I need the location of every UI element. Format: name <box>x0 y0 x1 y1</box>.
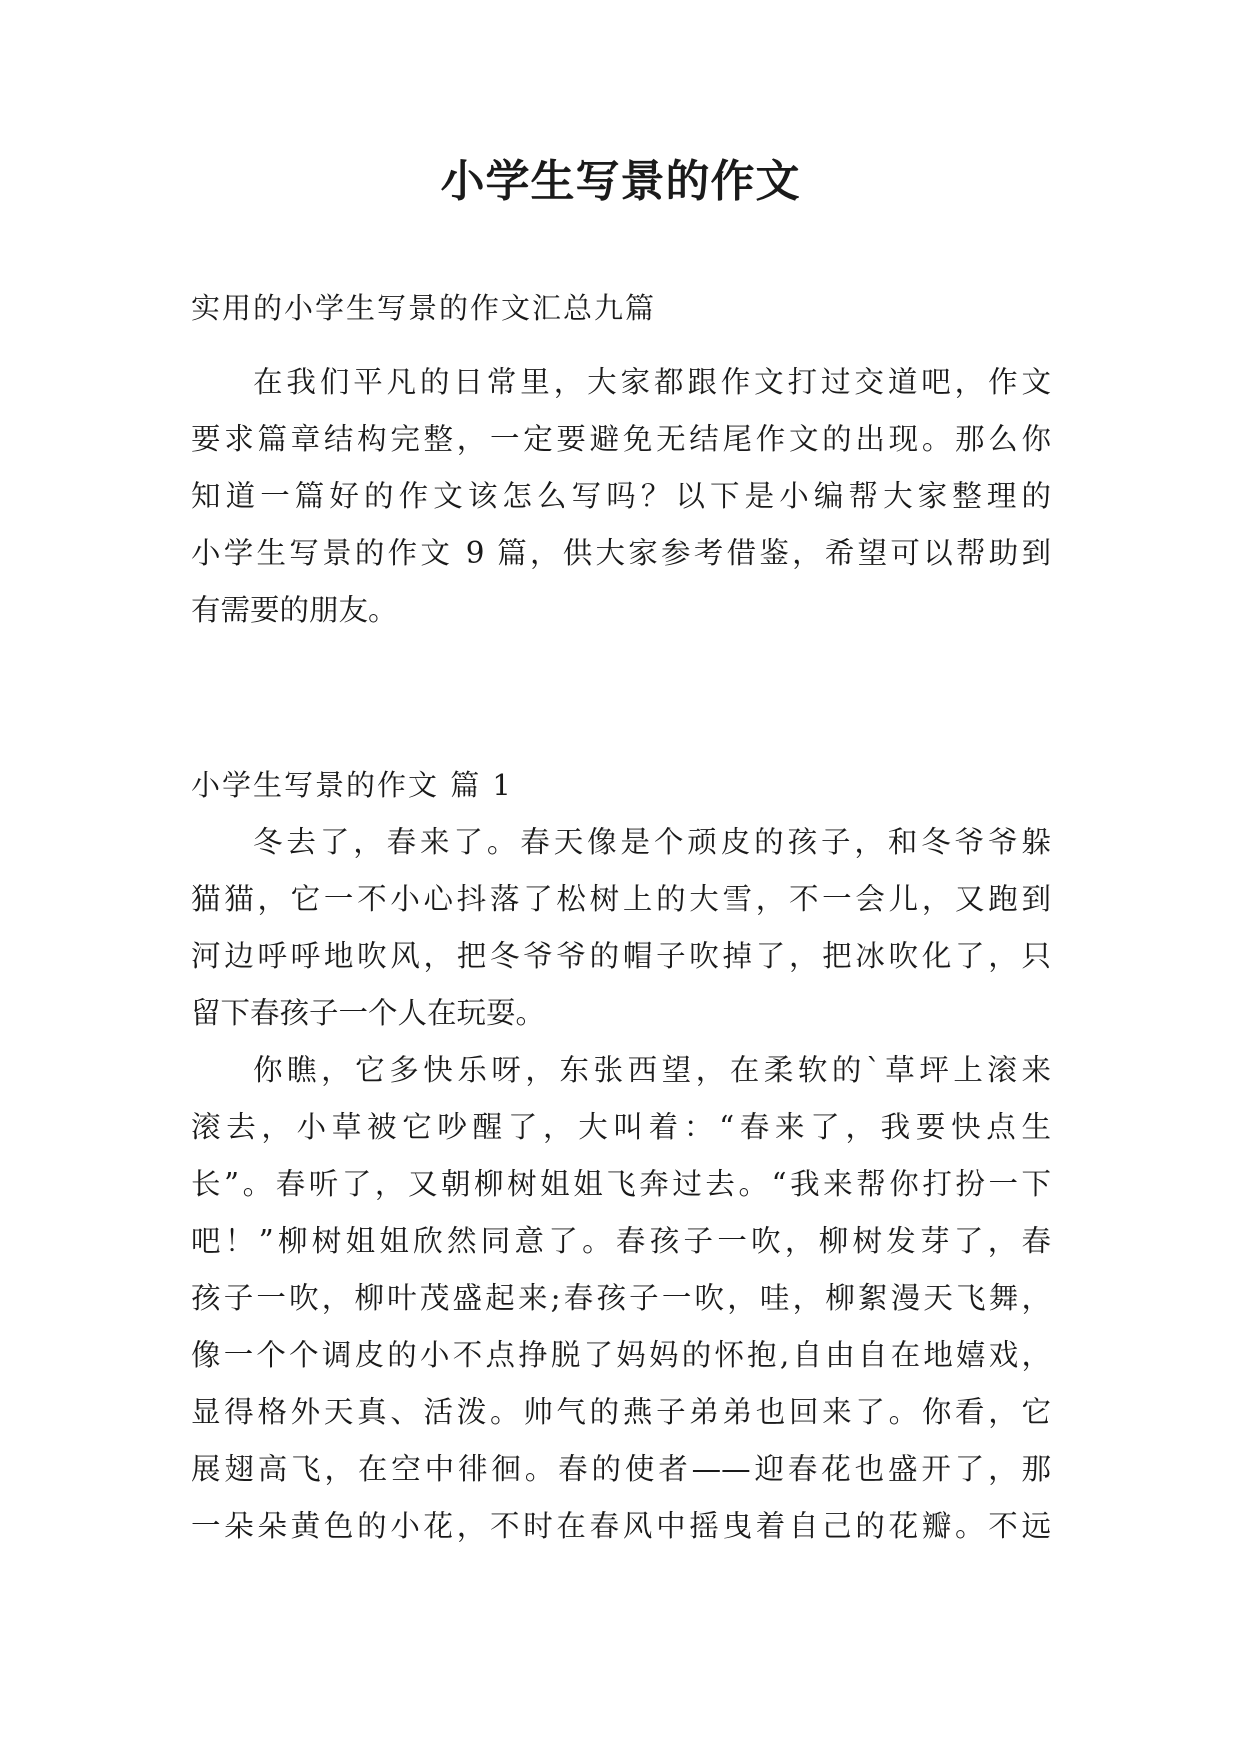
paragraph-line: 像一个个调皮的小不点挣脱了妈妈的怀抱,自由自在地嬉戏， <box>191 1338 1051 1372</box>
paragraph-line: 长”。春听了，又朝柳树姐姐飞奔过去。“我来帮你打扮一下 <box>191 1167 1051 1201</box>
paragraph-line: 你瞧，它多快乐呀，东张西望，在柔软的`草坪上滚来 <box>253 1053 1051 1087</box>
intro-line: 知道一篇好的作文该怎么写吗？以下是小编帮大家整理的 <box>191 479 1051 513</box>
intro-line: 在我们平凡的日常里，大家都跟作文打过交道吧，作文 <box>253 365 1051 399</box>
paragraph-line: 吧！”柳树姐姐欣然同意了。春孩子一吹，柳树发芽了，春 <box>191 1224 1051 1258</box>
intro-line: 小学生写景的作文 9 篇，供大家参考借鉴，希望可以帮助到 <box>191 536 1051 570</box>
paragraph-line: 显得格外天真、活泼。帅气的燕子弟弟也回来了。你看，它 <box>191 1395 1051 1429</box>
paragraph-line: 孩子一吹，柳叶茂盛起来;春孩子一吹，哇，柳絮漫天飞舞， <box>191 1281 1051 1315</box>
paragraph-line: 猫猫，它一不小心抖落了松树上的大雪，不一会儿，又跑到 <box>191 882 1051 916</box>
intro-line: 有需要的朋友。 <box>191 593 398 627</box>
paragraph-line: 滚去，小草被它吵醒了，大叫着：“春来了，我要快点生 <box>191 1110 1051 1144</box>
paragraph-line: 留下春孩子一个人在玩耍。 <box>191 996 546 1030</box>
paragraph-line: 河边呼呼地吹风，把冬爷爷的帽子吹掉了，把冰吹化了，只 <box>191 939 1051 973</box>
paragraph-line: 一朵朵黄色的小花，不时在春风中摇曳着自己的花瓣。不远 <box>191 1509 1051 1543</box>
intro-line: 要求篇章结构完整，一定要避免无结尾作文的出现。那么你 <box>191 422 1051 456</box>
section-heading: 小学生写景的作文 篇 1 <box>191 768 513 802</box>
paragraph-line: 展翅高飞，在空中徘徊。春的使者——迎春花也盛开了，那 <box>191 1452 1051 1486</box>
document-title: 小学生写景的作文 <box>440 156 801 207</box>
document-subtitle: 实用的小学生写景的作文汇总九篇 <box>191 291 657 325</box>
paragraph-line: 冬去了，春来了。春天像是个顽皮的孩子，和冬爷爷躲 <box>253 825 1051 859</box>
